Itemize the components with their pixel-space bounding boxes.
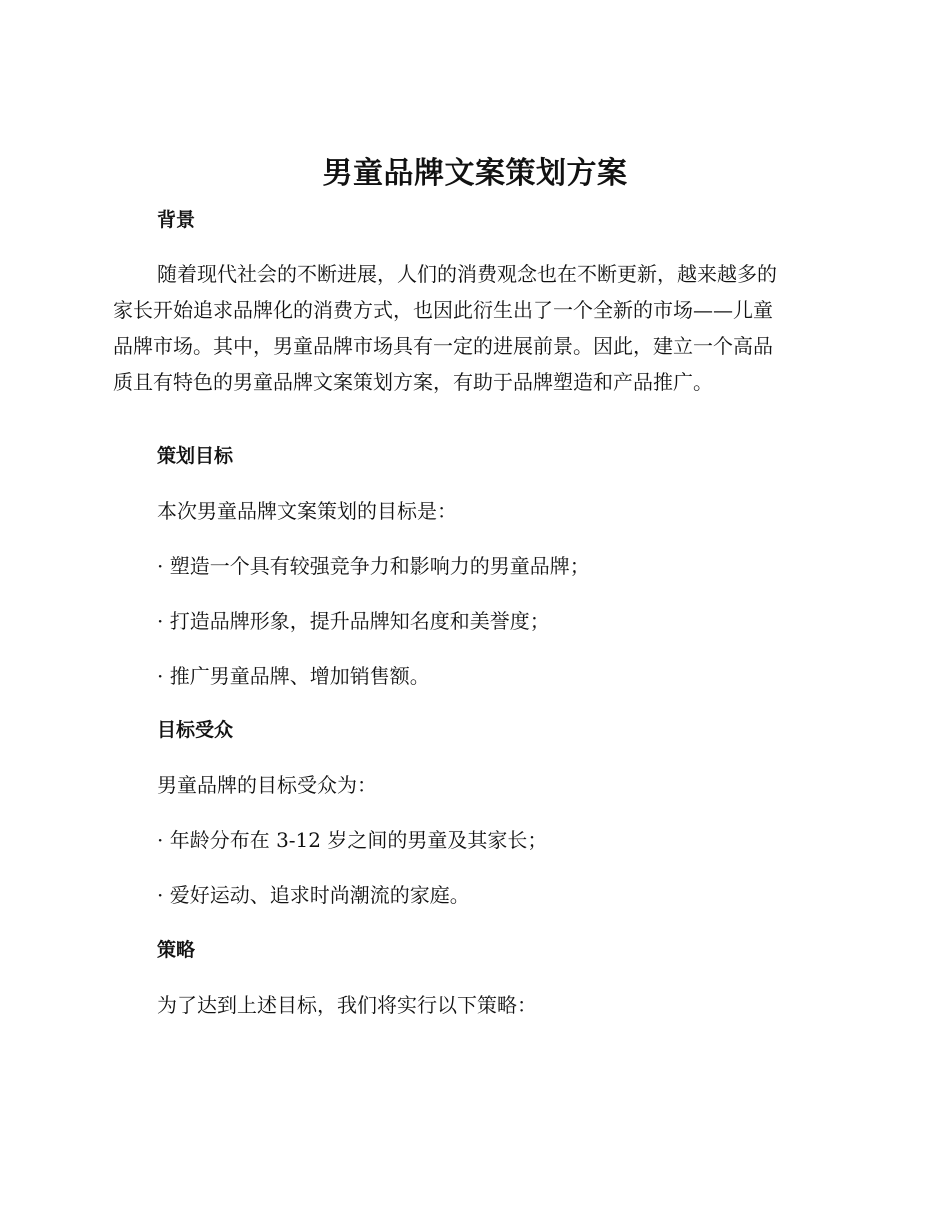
section-heading-goals: 策划目标 [157,445,234,467]
document-title: 男童品牌文案策划方案 [322,156,628,191]
audience-intro: 男童品牌的目标受众为： [157,773,377,797]
audience-list-item: · 爱好运动、追求时尚潮流的家庭。 [157,883,470,907]
audience-list-item: · 年龄分布在 3-12 岁之间的男童及其家长； [157,828,548,852]
section-heading-strategy: 策略 [157,939,196,961]
goals-intro: 本次男童品牌文案策划的目标是： [157,499,457,523]
strategy-intro: 为了达到上述目标，我们将实行以下策略： [157,993,537,1017]
section-heading-background: 背景 [157,209,196,231]
paragraph-line: 品牌市场。其中，男童品牌市场具有一定的进展前景。因此，建立一个高品 [113,334,773,358]
goals-list-item: · 塑造一个具有较强竞争力和影响力的男童品牌； [157,554,590,578]
section-heading-audience: 目标受众 [157,719,234,741]
paragraph-line: 家长开始追求品牌化的消费方式，也因此衍生出了一个全新的市场——儿童 [113,298,773,322]
paragraph-line: 质且有特色的男童品牌文案策划方案，有助于品牌塑造和产品推广。 [113,370,713,394]
goals-list-item: · 推广男童品牌、增加销售额。 [157,664,430,688]
paragraph-line: 随着现代社会的不断进展，人们的消费观念也在不断更新，越来越多的 [157,262,777,286]
background-paragraph [113,256,833,400]
goals-list-item: · 打造品牌形象，提升品牌知名度和美誉度； [157,609,550,633]
